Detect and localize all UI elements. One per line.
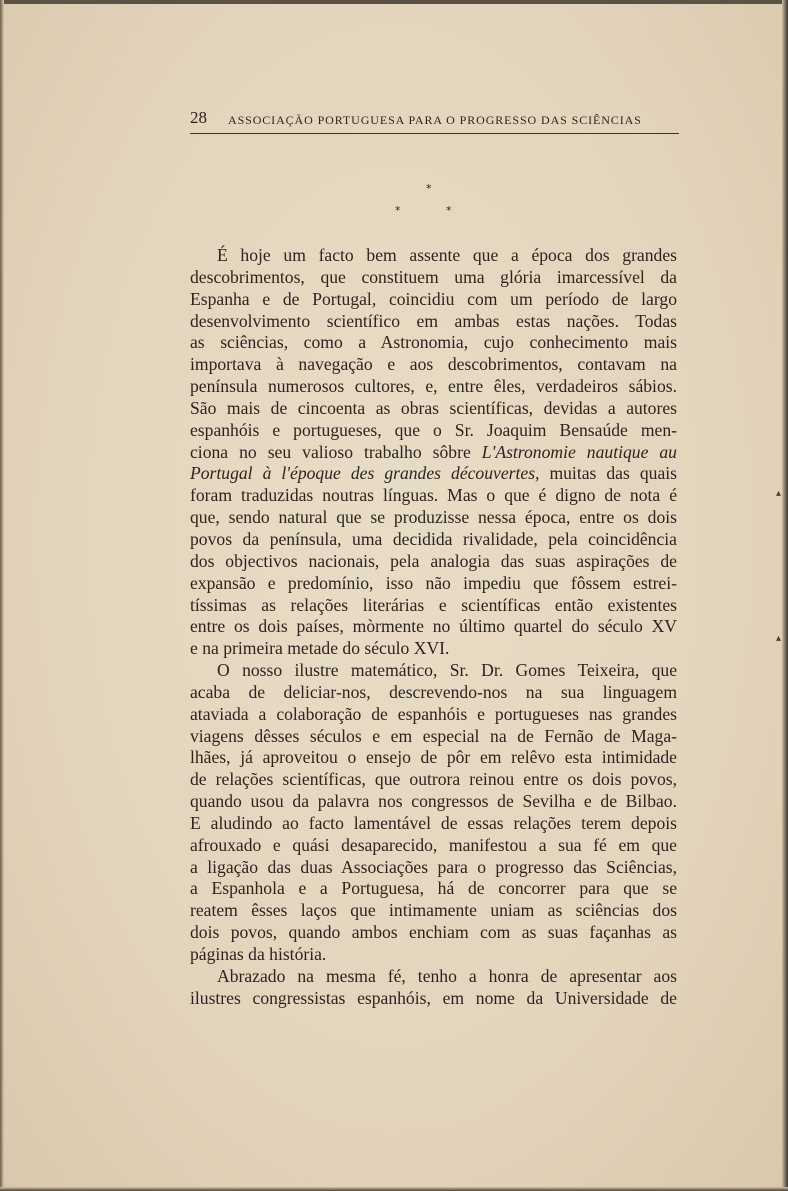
asterism-section-break xyxy=(395,182,465,222)
text-line: dos objectivos nacionais, pela analogia das suas aspirações de xyxy=(190,550,677,571)
page-number: 28 xyxy=(190,108,207,127)
text-line: páginas da história. xyxy=(190,944,327,964)
running-head-title: ASSOCIAÇÃO PORTUGUESA PARA O PROGRESSO DAS SCIÊNCIAS xyxy=(228,113,642,127)
text-line: foram traduzidas noutras línguas. Mas o que é digno de nota é xyxy=(190,485,677,506)
text-line: E aludindo ao facto lamentável de essas relações terem depois xyxy=(190,812,677,833)
text-line: lhães, já aproveitou o ensejo de pôr em relêvo esta intimidade xyxy=(190,747,677,768)
text-line: São mais de cincoenta as obras scientíficas, devidas a autores xyxy=(190,397,677,418)
book-title-italic: Portugal à l'époque des grandes découvertes, xyxy=(190,463,540,484)
text-line: ilustres congressistas espanhóis, em nome da Universidade de xyxy=(190,987,677,1008)
running-head xyxy=(190,107,678,129)
text-line: espanhóis e portugueses, que o Sr. Joaquim Bensaúde men- xyxy=(190,419,677,440)
text-line: desenvolvimento scientífico em ambas estas nações. Todas xyxy=(190,310,677,331)
text-line: ataviada a colaboração de espanhóis e portugueses nas grandes xyxy=(190,703,677,724)
text-line: dois povos, quando ambos enchiam com as suas façanhas as xyxy=(190,922,677,943)
text-run: ciona no seu valioso trabalho sôbre xyxy=(190,441,482,462)
text-line: quando usou da palavra nos congressos de Sevilha e de Bilbao. xyxy=(190,791,677,812)
text-line: Abrazado na mesma fé, tenho a honra de apresentar aos xyxy=(217,965,677,986)
text-line: É hoje um facto bem assente que a época dos grandes xyxy=(217,245,677,265)
text-line: a ligação das duas Associações para o progresso das Sciências, xyxy=(190,856,677,877)
text-line: afrouxado e quási desaparecido, manifestou a sua fé em que xyxy=(190,834,677,855)
margin-mark: ▴ xyxy=(776,488,782,499)
body-text xyxy=(190,245,677,1010)
header-rule xyxy=(190,133,679,134)
text-line: viagens dêsses séculos e em especial na de Fernão de Maga- xyxy=(190,725,677,746)
asterism-star: * xyxy=(426,182,432,195)
text-line: as sciências, como a Astronomia, cujo conhecimento mais xyxy=(190,332,677,353)
text-line: Espanha e de Portugal, coincidiu com um período de largo xyxy=(190,288,677,309)
text-line: tíssimas as relações literárias e scientíficas então existentes xyxy=(190,594,677,615)
text-line: importava à navegação e aos descobrimentos, contavam na xyxy=(190,354,677,375)
text-line-with-title xyxy=(190,442,677,464)
page-edge-right xyxy=(782,0,788,1191)
page-edge-top xyxy=(0,0,788,4)
text-line: entre os dois países, mòrmente no último quartel do século XV xyxy=(190,616,677,637)
text-line: e na primeira metade do século XVI. xyxy=(190,638,450,659)
text-line: expansão e predomínio, isso não impediu que fôssem estrei- xyxy=(190,572,677,593)
text-run: muitas das quais xyxy=(539,463,677,484)
asterism-star: * xyxy=(446,204,452,217)
text-line-with-title xyxy=(190,463,677,485)
text-line: de relações scientíficas, que outrora reinou entre os dois povos, xyxy=(190,769,677,790)
asterism-star: * xyxy=(395,204,401,217)
page-edge-bottom xyxy=(0,1187,788,1191)
text-line: península numerosos cultores, e, entre êles, verdadeiros sábios. xyxy=(190,376,677,397)
text-line: reatem êsses laços que intimamente uniam as sciências dos xyxy=(190,900,677,921)
book-title-italic: L'Astronomie nautique au xyxy=(481,441,677,462)
text-line: que, sendo natural que se produzisse nessa época, entre os dois xyxy=(190,507,677,528)
text-line: acaba de deliciar-nos, descrevendo-nos na sua linguagem xyxy=(190,681,677,702)
page-edge-left xyxy=(0,0,4,1191)
text-line: povos da península, uma decidida rivalidade, pela coincidência xyxy=(190,528,677,549)
text-line: descobrimentos, que constituem uma glória imarcessível da xyxy=(190,266,677,287)
text-line: a Espanhola e a Portuguesa, há de concorrer para que se xyxy=(190,878,677,899)
margin-mark: ▴ xyxy=(776,633,782,644)
text-line: O nosso ilustre matemático, Sr. Dr. Gomes Teixeira, que xyxy=(217,660,677,681)
